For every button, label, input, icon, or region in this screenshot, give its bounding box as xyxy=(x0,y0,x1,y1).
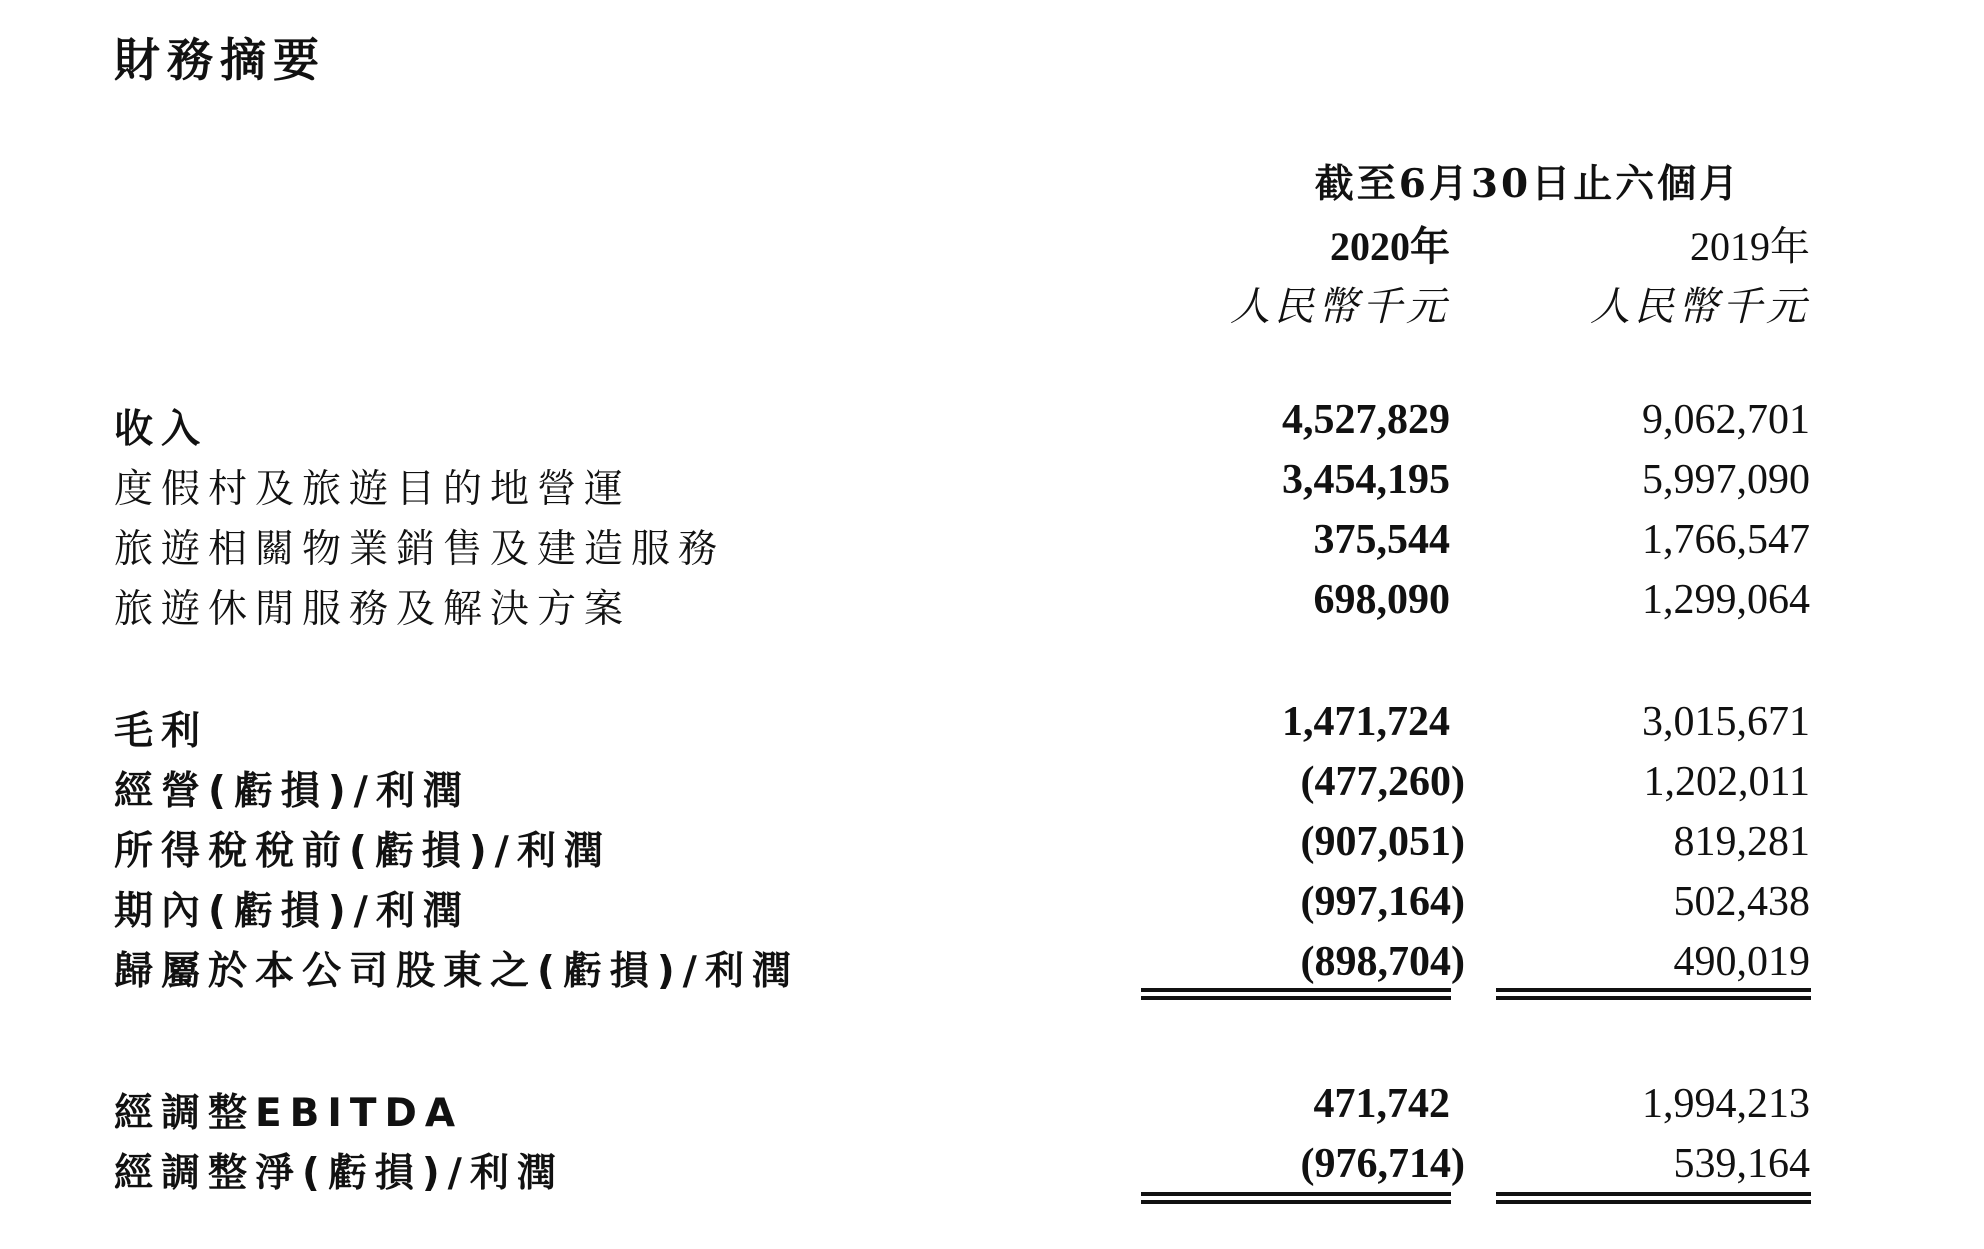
row-label-attributable-result: 歸屬於本公司股東之(虧損)/利潤 xyxy=(114,949,799,994)
value-2020-attributable-result: (898,704) xyxy=(1300,939,1465,985)
double-underline-2019-attributable xyxy=(1496,988,1811,1000)
year-2020-header: 2020年 xyxy=(1330,224,1450,269)
year-2019-header: 2019年 xyxy=(1690,224,1810,269)
row-label-gross-profit: 毛利 xyxy=(114,709,209,754)
row-label-pretax-result: 所得稅稅前(虧損)/利潤 xyxy=(114,829,611,874)
value-2020-adjusted-net-result: (976,714) xyxy=(1300,1141,1465,1187)
value-2019-attributable-result: 490,019 xyxy=(1673,939,1810,985)
unit-2019-header: 人民幣千元 xyxy=(1590,284,1810,329)
value-2020-resort-operations: 3,454,195 xyxy=(1282,457,1450,503)
row-label-leisure-services: 旅遊休閒服務及解決方案 xyxy=(114,587,632,632)
double-underline-2020-attributable xyxy=(1141,988,1451,1000)
value-2019-property-sales: 1,766,547 xyxy=(1642,517,1810,563)
row-label-resort-operations: 度假村及旅遊目的地營運 xyxy=(114,467,632,512)
value-2020-leisure-services: 698,090 xyxy=(1313,577,1450,623)
value-2020-revenue: 4,527,829 xyxy=(1282,397,1450,443)
value-2019-gross-profit: 3,015,671 xyxy=(1642,699,1810,745)
value-2019-adjusted-ebitda: 1,994,213 xyxy=(1642,1081,1810,1127)
value-2020-adjusted-ebitda: 471,742 xyxy=(1313,1081,1450,1127)
page-title: 財務摘要 xyxy=(114,33,326,87)
value-2020-gross-profit: 1,471,724 xyxy=(1282,699,1450,745)
row-label-adjusted-net-result: 經調整淨(虧損)/利潤 xyxy=(114,1151,564,1196)
row-label-adjusted-ebitda: 經調整EBITDA xyxy=(114,1091,464,1136)
value-2020-pretax-result: (907,051) xyxy=(1300,819,1465,865)
value-2019-resort-operations: 5,997,090 xyxy=(1642,457,1810,503)
value-2020-operating-result: (477,260) xyxy=(1300,759,1465,805)
row-label-period-result: 期內(虧損)/利潤 xyxy=(114,889,470,934)
double-underline-2019-adjusted-net xyxy=(1496,1192,1811,1204)
row-label-operating-result: 經營(虧損)/利潤 xyxy=(114,769,470,814)
value-2019-pretax-result: 819,281 xyxy=(1673,819,1810,865)
value-2019-operating-result: 1,202,011 xyxy=(1643,759,1810,805)
row-label-revenue: 收入 xyxy=(114,407,209,452)
value-2019-leisure-services: 1,299,064 xyxy=(1642,577,1810,623)
value-2020-property-sales: 375,544 xyxy=(1313,517,1450,563)
row-label-property-sales: 旅遊相關物業銷售及建造服務 xyxy=(114,527,726,572)
period-header: 截至6月30日止六個月 xyxy=(1314,161,1742,207)
double-underline-2020-adjusted-net xyxy=(1141,1192,1451,1204)
value-2019-period-result: 502,438 xyxy=(1673,879,1810,925)
unit-2020-header: 人民幣千元 xyxy=(1230,284,1450,329)
value-2020-period-result: (997,164) xyxy=(1300,879,1465,925)
value-2019-revenue: 9,062,701 xyxy=(1642,397,1810,443)
value-2019-adjusted-net-result: 539,164 xyxy=(1673,1141,1810,1187)
